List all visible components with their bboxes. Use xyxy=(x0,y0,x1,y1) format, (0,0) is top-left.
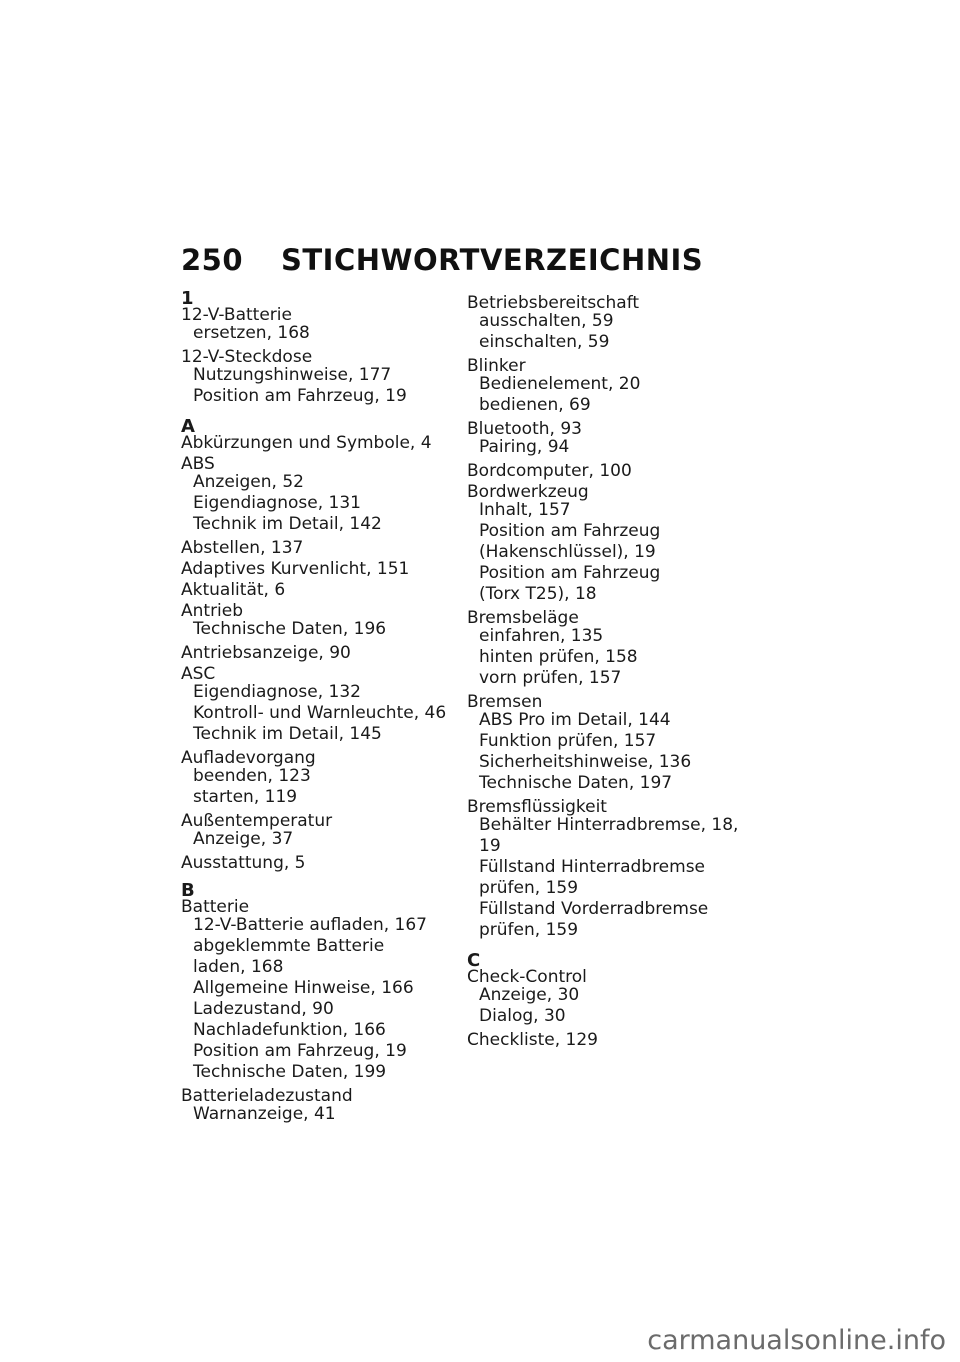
index-subentry: einfahren, 135 xyxy=(479,626,604,646)
index-subentries xyxy=(181,829,461,850)
index-entry xyxy=(181,603,461,640)
index-column-right xyxy=(467,295,747,1060)
index-subentries xyxy=(181,365,461,407)
section-letter: 1 xyxy=(181,288,194,309)
index-subentry: laden, 168 xyxy=(193,957,284,977)
index-subentry: Anzeige, 30 xyxy=(479,985,580,1005)
index-subentry: Position am Fahrzeug xyxy=(479,521,661,541)
index-entry xyxy=(181,435,461,451)
index-entry xyxy=(181,456,461,535)
index-subentry: ausschalten, 59 xyxy=(479,311,614,331)
index-entry-main: Blinker xyxy=(467,356,526,376)
index-subentry: ABS Pro im Detail, 144 xyxy=(479,710,671,730)
index-subentry: abgeklemmte Batterie xyxy=(193,936,385,956)
index-entry-main: Bremsflüssigkeit xyxy=(467,797,607,817)
index-entry-main: Batterieladezustand xyxy=(181,1086,353,1106)
page-title: STICHWORTVERZEICHNIS xyxy=(281,243,704,277)
index-subentries xyxy=(467,311,747,353)
index-entry-main: Adaptives Kurvenlicht, 151 xyxy=(181,559,410,579)
index-subentry: Anzeige, 37 xyxy=(193,829,294,849)
section-letter: C xyxy=(467,950,481,971)
index-subentries xyxy=(181,472,461,535)
page-number: 250 xyxy=(181,243,244,277)
section-letter: A xyxy=(181,416,195,437)
index-subentry: Behälter Hinterradbremse, 18, xyxy=(479,815,739,835)
index-subentry: Ladezustand, 90 xyxy=(193,999,334,1019)
index-entry xyxy=(467,1032,747,1048)
index-subentry: Sicherheitshinweise, 136 xyxy=(479,752,692,772)
index-subentry: beenden, 123 xyxy=(193,766,311,786)
index-subentry: (Hakenschlüssel), 19 xyxy=(479,542,656,562)
index-subentry: Eigendiagnose, 131 xyxy=(193,493,361,513)
watermark: carmanualsonline.info xyxy=(647,1325,946,1356)
index-subentries xyxy=(181,915,461,1083)
index-subentry: Funktion prüfen, 157 xyxy=(479,731,657,751)
index-subentry: Allgemeine Hinweise, 166 xyxy=(193,978,414,998)
index-entry xyxy=(467,799,747,941)
index-subentry: starten, 119 xyxy=(193,787,298,807)
index-entry xyxy=(181,750,461,808)
index-entry-main: Abstellen, 137 xyxy=(181,538,304,558)
index-subentries xyxy=(181,682,461,745)
index-subentry: Kontroll- und Warnleuchte, 46 xyxy=(193,703,447,723)
index-subentry: Nutzungshinweise, 177 xyxy=(193,365,392,385)
index-subentries xyxy=(467,437,747,458)
index-subentry: prüfen, 159 xyxy=(479,878,579,898)
index-entry xyxy=(181,1088,461,1125)
section-letter: B xyxy=(181,880,195,901)
index-entry xyxy=(467,969,747,1027)
index-entry-main: Betriebsbereitschaft xyxy=(467,293,640,313)
index-entry-main: ABS xyxy=(181,454,215,474)
index-subentries xyxy=(467,985,747,1027)
index-entry-main: Ausstattung, 5 xyxy=(181,853,306,873)
index-entry-main: Bordcomputer, 100 xyxy=(467,461,632,481)
index-subentry: Nachladefunktion, 166 xyxy=(193,1020,386,1040)
index-entry-main: 12-V-Steckdose xyxy=(181,347,313,367)
index-subentry: Technik im Detail, 142 xyxy=(193,514,382,534)
index-subentries xyxy=(467,374,747,416)
index-entry-main: Außentemperatur xyxy=(181,811,333,831)
index-subentry: Position am Fahrzeug xyxy=(479,563,661,583)
index-entry xyxy=(467,295,747,353)
index-entry xyxy=(181,645,461,661)
index-entry xyxy=(181,666,461,745)
index-entry xyxy=(467,358,747,416)
index-entry-main: Check-Control xyxy=(467,967,587,987)
index-subentries xyxy=(181,619,461,640)
index-entry-main: Batterie xyxy=(181,897,250,917)
index-entry xyxy=(181,349,461,407)
index-entry xyxy=(181,813,461,850)
index-entry-main: Antrieb xyxy=(181,601,244,621)
index-subentry: Position am Fahrzeug, 19 xyxy=(193,1041,407,1061)
index-section xyxy=(467,295,747,941)
index-entry xyxy=(467,421,747,458)
index-subentry: Technische Daten, 197 xyxy=(479,773,673,793)
index-section xyxy=(467,950,747,1050)
index-entry-main: 12-V-Batterie xyxy=(181,305,292,325)
index-entry-main: Bordwerkzeug xyxy=(467,482,589,502)
index-subentry: Eigendiagnose, 132 xyxy=(193,682,361,702)
index-entry-main: Aufladevorgang xyxy=(181,748,316,768)
index-entry-main: Antriebsanzeige, 90 xyxy=(181,643,351,663)
index-entry xyxy=(467,610,747,689)
index-section xyxy=(181,416,461,873)
index-entry xyxy=(181,855,461,871)
index-entry xyxy=(181,540,461,556)
index-subentry: Inhalt, 157 xyxy=(479,500,571,520)
index-section xyxy=(181,880,461,1125)
index-subentry: (Torx T25), 18 xyxy=(479,584,597,604)
index-entry xyxy=(467,484,747,605)
index-entry-main: Bremsbeläge xyxy=(467,608,579,628)
index-subentry: Bedienelement, 20 xyxy=(479,374,641,394)
index-entry xyxy=(181,307,461,344)
index-entry xyxy=(181,899,461,1083)
page-header xyxy=(181,243,703,277)
index-column-left xyxy=(181,288,461,1137)
index-subentries xyxy=(467,815,747,941)
index-subentry: Pairing, 94 xyxy=(479,437,570,457)
index-entry xyxy=(181,561,461,577)
index-subentry: Füllstand Hinterradbremse xyxy=(479,857,706,877)
index-subentry: einschalten, 59 xyxy=(479,332,610,352)
index-subentry: prüfen, 159 xyxy=(479,920,579,940)
index-subentry: Dialog, 30 xyxy=(479,1006,566,1026)
index-entry-main: Bremsen xyxy=(467,692,543,712)
index-subentries xyxy=(181,1104,461,1125)
index-subentry: vorn prüfen, 157 xyxy=(479,668,622,688)
index-entry xyxy=(181,582,461,598)
index-subentry: 19 xyxy=(479,836,501,856)
index-subentry: Füllstand Vorderradbremse xyxy=(479,899,709,919)
index-subentries xyxy=(181,766,461,808)
index-subentry: Warnanzeige, 41 xyxy=(193,1104,336,1124)
index-entry-main: Abkürzungen und Symbole, 4 xyxy=(181,433,432,453)
index-subentry: ersetzen, 168 xyxy=(193,323,310,343)
index-subentry: Technische Daten, 199 xyxy=(193,1062,387,1082)
index-section xyxy=(181,288,461,407)
index-subentry: 12-V-Batterie aufladen, 167 xyxy=(193,915,427,935)
index-subentry: Technik im Detail, 145 xyxy=(193,724,382,744)
index-subentries xyxy=(467,710,747,794)
index-entry xyxy=(467,694,747,794)
index-entry-main: Checkliste, 129 xyxy=(467,1030,598,1050)
index-entry-main: Aktualität, 6 xyxy=(181,580,286,600)
index-entry xyxy=(467,463,747,479)
index-subentry: hinten prüfen, 158 xyxy=(479,647,638,667)
index-subentry: Technische Daten, 196 xyxy=(193,619,387,639)
index-entry-main: ASC xyxy=(181,664,216,684)
index-subentries xyxy=(467,626,747,689)
index-subentry: Anzeigen, 52 xyxy=(193,472,304,492)
index-entry-main: Bluetooth, 93 xyxy=(467,419,582,439)
index-subentry: bedienen, 69 xyxy=(479,395,591,415)
index-subentry: Position am Fahrzeug, 19 xyxy=(193,386,407,406)
index-subentries xyxy=(181,323,461,344)
index-subentries xyxy=(467,500,747,605)
